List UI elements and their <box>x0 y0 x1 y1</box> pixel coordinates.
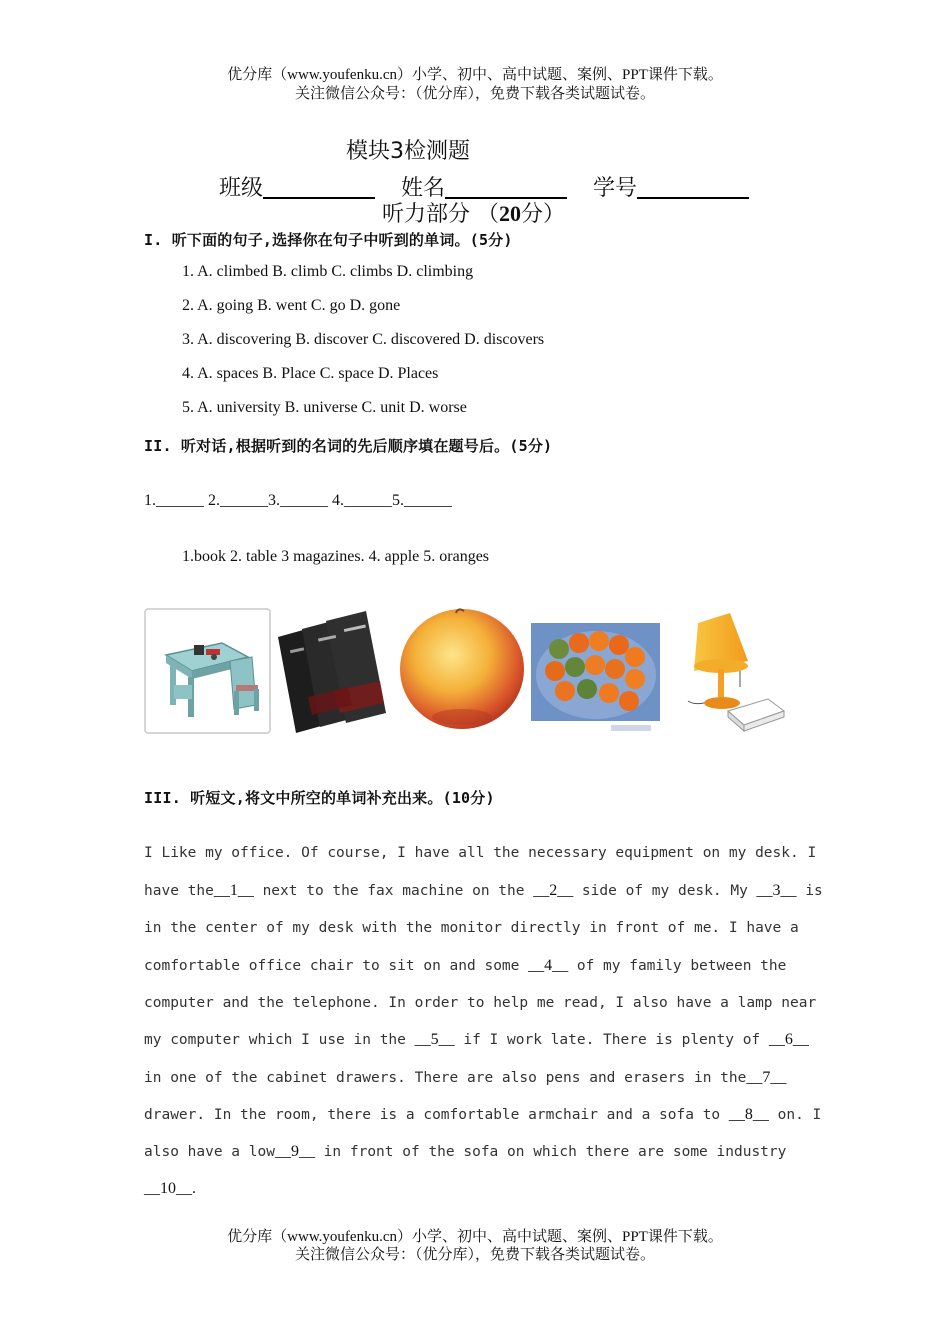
passage-text: if I work late. There is plenty of <box>454 1032 769 1048</box>
passage-text: I Like my office. Of course, I have all the necessary equipment on my desk. I <box>144 845 817 861</box>
lamp-book-image <box>664 605 790 740</box>
passage-text: drawer. In the room, there is a comfortable armchair and a sofa to <box>144 1107 729 1123</box>
passage-text: of my family between the <box>568 958 787 974</box>
passage-line <box>144 1106 822 1124</box>
passage-text: also have a low <box>144 1144 275 1160</box>
passage-text: side of my desk. My <box>573 883 757 899</box>
passage-line <box>144 882 823 900</box>
passage-line <box>144 920 804 936</box>
blank-7: __7__ <box>746 1069 787 1086</box>
blank-10: __10__ <box>144 1180 192 1197</box>
name-blank <box>445 175 567 199</box>
page-title: 模块3检测题 <box>346 139 470 164</box>
class-blank <box>263 175 375 199</box>
passage-line <box>144 1143 804 1161</box>
name-label: 姓名 <box>401 176 446 201</box>
section-2-nouns: 1.book 2. table 3 magazines. 4. apple 5. oranges <box>182 548 490 565</box>
blank-8: __8__ <box>728 1106 769 1123</box>
section-1-item: 4. A. spaces B. Place C. space D. Places <box>182 365 439 382</box>
passage-text: computer and the telephone. In order to help me read, I also have a lamp near <box>144 995 817 1011</box>
class-label: 班级 <box>219 176 264 201</box>
blank-6: __6__ <box>768 1031 809 1048</box>
section-2-heading: II. 听对话,根据听到的名词的先后顺序填在题号后。(5分) <box>144 437 553 455</box>
section-1-item: 1. A. climbed B. climb C. climbs D. climbing <box>182 263 474 280</box>
footer-line-1: 优分库（www.youfenku.cn）小学、初中、高中试题、案例、PPT课件下载。 <box>227 1229 723 1245</box>
header-line-2: 关注微信公众号：（优分库），免费下载各类试题试卷。 <box>294 86 655 102</box>
passage-text: . <box>192 1180 196 1197</box>
passage-text: in one of the cabinet drawers. There are also pens and erasers in the <box>144 1070 747 1086</box>
footer-line-2: 关注微信公众号：（优分库），免费下载各类试题试卷。 <box>294 1247 655 1263</box>
section-1-heading: I. 听下面的句子,选择你在句子中听到的单词。(5分) <box>144 231 513 249</box>
subtitle-score: 20 <box>499 201 521 226</box>
subtitle-suffix: 分） <box>521 202 566 227</box>
passage-text: next to the fax machine on the <box>253 883 534 899</box>
header-line-1: 优分库（www.youfenku.cn）小学、初中、高中试题、案例、PPT课件下载。 <box>227 67 723 83</box>
section-1-item: 5. A. university B. universe C. unit D. worse <box>182 399 467 416</box>
section-3-heading: III. 听短文,将文中所空的单词补充出来。(10分) <box>144 789 495 807</box>
passage-line <box>144 1031 809 1049</box>
magazines-image <box>274 605 392 740</box>
passage-text: my computer which I use in the <box>144 1032 415 1048</box>
blank-1: __1__ <box>213 882 254 899</box>
number-label: 学号 <box>593 176 638 201</box>
number-blank <box>637 175 749 199</box>
passage-line <box>144 845 817 861</box>
passage-line <box>144 995 817 1011</box>
passage-text: is <box>796 883 823 899</box>
passage-text: on. I <box>768 1107 822 1123</box>
table-chairs-image <box>144 605 272 740</box>
blank-5: __5__ <box>414 1031 455 1048</box>
blank-4: __4__ <box>528 957 569 974</box>
blank-3: __3__ <box>756 882 797 899</box>
passage-text: in the center of my desk with the monitor directly in front of me. I have a <box>144 920 799 936</box>
section-1-item: 2. A. going B. went C. go D. gone <box>182 297 401 314</box>
passage-line <box>144 1180 804 1198</box>
passage-text: in front of the sofa on which there are some industry <box>314 1144 787 1160</box>
oranges-image <box>531 605 661 740</box>
passage-line <box>144 1069 804 1087</box>
section-2-blanks: 1.______ 2.______3.______ 4.______5.______ <box>144 492 452 509</box>
blank-9: __9__ <box>274 1143 315 1160</box>
listening-subtitle <box>382 197 565 228</box>
apple-image <box>398 605 528 740</box>
blank-2: __2__ <box>533 882 574 899</box>
passage-text: comfortable office chair to sit on and some <box>144 958 529 974</box>
passage-text: have the <box>144 883 214 899</box>
section-1-item: 3. A. discovering B. discover C. discovered D. discovers <box>182 331 545 348</box>
passage-line <box>144 957 804 975</box>
subtitle-prefix: 听力部分 （ <box>382 202 499 227</box>
